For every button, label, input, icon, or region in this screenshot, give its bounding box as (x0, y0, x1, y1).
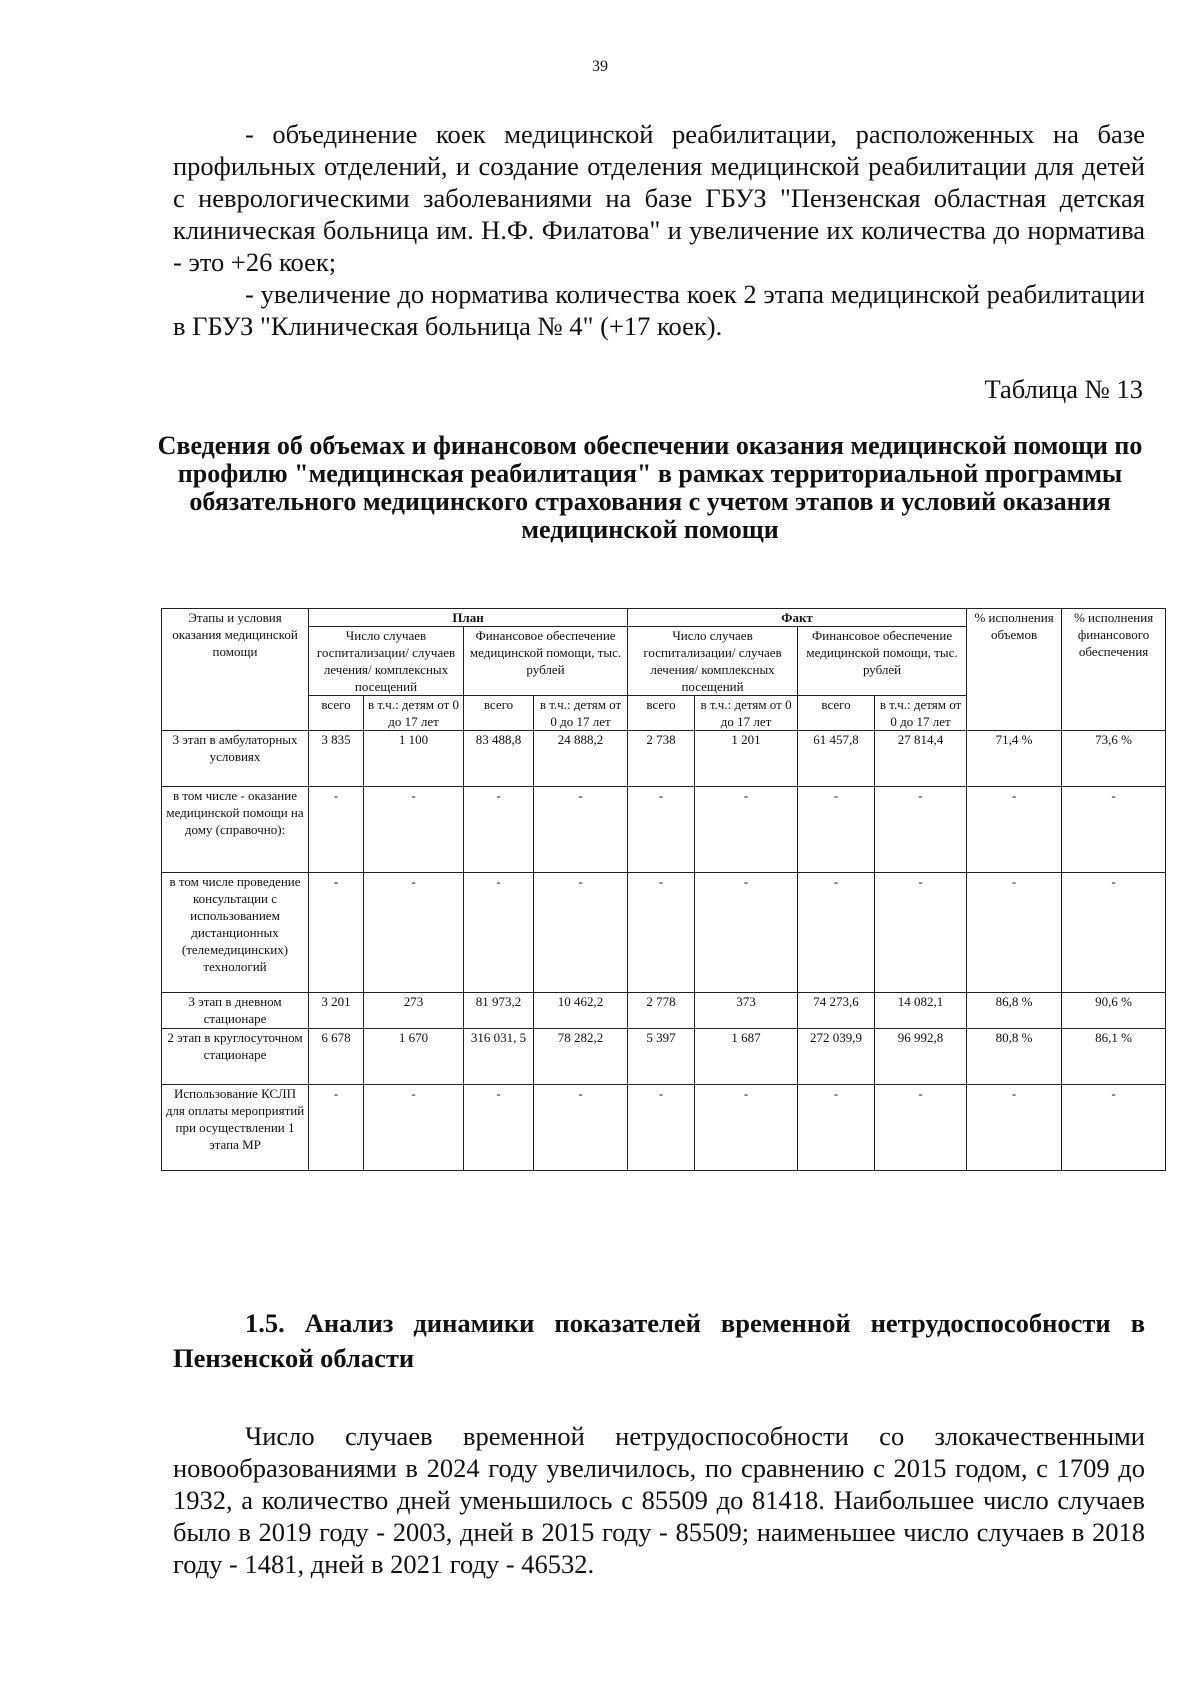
table-cell: - (695, 1085, 798, 1171)
table-cell: - (309, 1085, 364, 1171)
table-cell: - (875, 1085, 967, 1171)
table-number: Таблица № 13 (984, 374, 1143, 404)
table-cell: 61 457,8 (798, 731, 875, 787)
table-cell: 83 488,8 (464, 731, 534, 787)
table-cell: 316 031, 5 (464, 1029, 534, 1085)
table-cell: 1 100 (364, 731, 464, 787)
table-cell: 74 273,6 (798, 993, 875, 1029)
table-cell: 86,1 % (1062, 1029, 1166, 1085)
table-cell: - (628, 873, 695, 993)
header-plan-cases: Число случаев госпитализации/ случаев лечения/ комплексных посещений (309, 627, 464, 696)
header-pct-volume: % исполнения объемов (967, 609, 1062, 731)
table-cell: 1 670 (364, 1029, 464, 1085)
header-plan-cases-children: в т.ч.: детям от 0 до 17 лет (364, 696, 464, 731)
table-cell: - (798, 873, 875, 993)
header-plan-finance: Финансовое обеспечение медицинской помощи, тыс. рублей (464, 627, 628, 696)
table-cell: - (364, 787, 464, 873)
table-cell: 24 888,2 (534, 731, 628, 787)
table-cell: 2 738 (628, 731, 695, 787)
table-cell: - (1062, 1085, 1166, 1171)
section-heading: 1.5. Анализ динамики показателей временной нетрудоспособности в Пензенской области (173, 1308, 1145, 1373)
table-row (162, 1085, 1166, 1171)
table-cell: 1 687 (695, 1029, 798, 1085)
row-label: 3 этап в амбулаторных условиях (162, 731, 309, 787)
paragraph-disability-analysis: Число случаев временной нетрудоспособности со злокачественными новообразованиями в 2024 году увеличилось, по сравнению с 2015 годом, с 1709 до 1932, а количество дней уменьшилось с 85509 до 81418. Наибольшее число случаев было в 2019 году - 2003, дней в 2015 году - 85509; наименьшее число случаев в 2018 году - 1481, дней в 2021 году - 46532. (173, 1421, 1145, 1579)
header-fact-finance: Финансовое обеспечение медицинской помощи, тыс. рублей (798, 627, 967, 696)
table-cell: 1 201 (695, 731, 798, 787)
row-label: в том числе проведение консультации с использованием дистанционных (телемедицинских) технологий (162, 873, 309, 993)
table-cell: - (534, 873, 628, 993)
row-label: 3 этап в дневном стационаре (162, 993, 309, 1029)
header-plan-finance-children: в т.ч.: детям от 0 до 17 лет (534, 696, 628, 731)
header-plan-finance-total: всего (464, 696, 534, 731)
row-label: Использование КСЛП для оплаты мероприятий при осуществлении 1 этапа МР (162, 1085, 309, 1171)
header-fact-cases-total: всего (628, 696, 695, 731)
table-cell: - (628, 1085, 695, 1171)
table-cell: 71,4 % (967, 731, 1062, 787)
table-cell: 90,6 % (1062, 993, 1166, 1029)
paragraph-bed-merge: - объединение коек медицинской реабилитации, расположенных на базе профильных отделений, и создание отделения медицинской реабилитации для детей с неврологическими заболеваниями на базе ГБУЗ "Пензенская областная детская клиническая больница им. Н.Ф. Филатова" и увеличение их количества до норматива - это +26 коек; (173, 119, 1145, 277)
table-cell: 373 (695, 993, 798, 1029)
table-cell: 27 814,4 (875, 731, 967, 787)
row-label: в том числе - оказание медицинской помощи на дому (справочно): (162, 787, 309, 873)
table-cell: - (1062, 873, 1166, 993)
header-plan-cases-total: всего (309, 696, 364, 731)
paragraph-bed-increase: - увеличение до норматива количества коек 2 этапа медицинской реабилитации в ГБУЗ "Клиническая больница № 4" (+17 коек). (173, 279, 1145, 341)
table-cell: 272 039,9 (798, 1029, 875, 1085)
table-cell: 86,8 % (967, 993, 1062, 1029)
table-cell: 81 973,2 (464, 993, 534, 1029)
table-cell: - (364, 873, 464, 993)
table-cell: - (798, 787, 875, 873)
table-cell: 6 678 (309, 1029, 364, 1085)
header-fact-finance-total: всего (798, 696, 875, 731)
table-row (162, 1029, 1166, 1085)
table-cell: 273 (364, 993, 464, 1029)
table-cell: - (695, 787, 798, 873)
table-cell: 14 082,1 (875, 993, 967, 1029)
rehab-volume-table (161, 608, 1166, 1171)
table-cell: - (364, 1085, 464, 1171)
table-cell: - (798, 1085, 875, 1171)
header-fact-cases-children: в т.ч.: детям от 0 до 17 лет (695, 696, 798, 731)
table-cell: - (464, 873, 534, 993)
table-cell: - (695, 873, 798, 993)
table-cell: - (309, 873, 364, 993)
table-cell: - (464, 787, 534, 873)
table-cell: 2 778 (628, 993, 695, 1029)
table-cell: - (967, 787, 1062, 873)
table-cell: - (875, 787, 967, 873)
table-cell: - (534, 787, 628, 873)
table-cell: 80,8 % (967, 1029, 1062, 1085)
table-cell: 3 201 (309, 993, 364, 1029)
table-cell: 5 397 (628, 1029, 695, 1085)
table-body (162, 731, 1166, 1171)
table-cell: 10 462,2 (534, 993, 628, 1029)
table-row (162, 993, 1166, 1029)
header-pct-finance: % исполнения финансового обеспечения (1062, 609, 1166, 731)
table-cell: - (628, 787, 695, 873)
table-cell: 73,6 % (1062, 731, 1166, 787)
table-cell: - (967, 873, 1062, 993)
header-stage: Этапы и условия оказания медицинской помощи (162, 609, 309, 731)
header-fact-finance-children: в т.ч.: детям от 0 до 17 лет (875, 696, 967, 731)
table-cell: - (875, 873, 967, 993)
table-row (162, 873, 1166, 993)
table-cell: - (309, 787, 364, 873)
table-title: Сведения об объемах и финансовом обеспечении оказания медицинской помощи по профилю "медицинская реабилитация" в рамках территориальной программы обязательного медицинского страхования с учетом этапов и условий оказания медицинской помощи (157, 431, 1143, 544)
header-plan: План (309, 609, 628, 627)
row-label: 2 этап в круглосуточном стационаре (162, 1029, 309, 1085)
table-cell: - (534, 1085, 628, 1171)
table-cell: - (1062, 787, 1166, 873)
header-fact-cases: Число случаев госпитализации/ случаев лечения/ комплексных посещений (628, 627, 798, 696)
page-number: 39 (592, 58, 608, 75)
table-cell: 78 282,2 (534, 1029, 628, 1085)
table-row (162, 731, 1166, 787)
table-cell: - (967, 1085, 1062, 1171)
table-row (162, 787, 1166, 873)
table-cell: 96 992,8 (875, 1029, 967, 1085)
table-cell: - (464, 1085, 534, 1171)
table-cell: 3 835 (309, 731, 364, 787)
header-fact: Факт (628, 609, 967, 627)
